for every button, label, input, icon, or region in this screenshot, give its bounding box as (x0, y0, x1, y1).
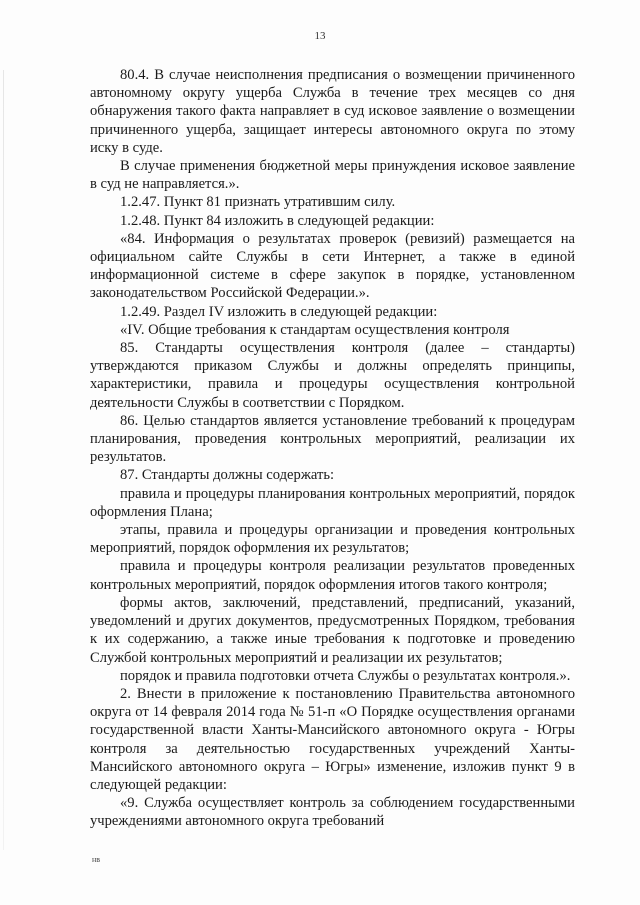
list-item-forms: формы актов, заключений, представлений, предписаний, указаний, уведомлений и других документов, предусмотренных Порядком, требования к их содержанию, а также иные требования к подготовке и проведению Службой контрольных мероприятий и реализации их результатов; (90, 594, 575, 666)
list-item-report: порядок и правила подготовки отчета Службы о результатах контроля.». (120, 667, 571, 684)
paragraph-1-2-47: 1.2.47. Пункт 81 признать утратившим силу. (120, 194, 396, 211)
paragraph-87: 87. Стандарты должны содержать: (120, 467, 335, 484)
list-item-control-rules: правила и процедуры контроля реализации результатов проведенных контрольных мероприятий, порядок оформления итогов такого контроля; (90, 558, 575, 593)
paragraph-85: 85. Стандарты осуществления контроля (далее – стандарты) утверждаются приказом Службы и должны определять принципы, характеристики, правила и процедуры осуществления контрольной деятельности Службы в соответствии с Порядком. (90, 340, 575, 411)
paragraph-84: «84. Информация о результатах проверок (ревизий) размещается на официальном сайте Службы в сети Интернет, а также в единой информационной системе в сфере закупок в порядке, установленном законодательством Российской Федерации.». (90, 230, 575, 302)
document-body (90, 66, 575, 831)
paragraph-86: 86. Целью стандартов является установление требований к процедурам планирования, проведения контрольных мероприятий, реализации их результатов. (90, 412, 575, 466)
paragraph-9: «9. Служба осуществляет контроль за соблюдением государственными учреждениями автономного округа требований (90, 795, 575, 830)
paragraph-1-2-48: 1.2.48. Пункт 84 изложить в следующей редакции: (120, 212, 435, 229)
scan-edge-shadow (3, 70, 4, 850)
paragraph-budget-measure: В случае применения бюджетной меры принуждения исковое заявление в суд не направляется.». (90, 158, 575, 193)
list-item-stages: этапы, правила и процедуры организации и проведения контрольных мероприятий, порядок оформления их результатов; (90, 522, 575, 557)
list-item-planning: правила и процедуры планирования контрольных мероприятий, порядок оформления Плана; (90, 485, 575, 520)
paragraph-1-2-49: 1.2.49. Раздел IV изложить в следующей редакции: (120, 303, 438, 320)
section-iv-heading: «IV. Общие требования к стандартам осуществления контроля (120, 321, 510, 338)
page-number: 13 (314, 30, 326, 42)
footer-initials: нв (92, 855, 101, 864)
paragraph-2: 2. Внести в приложение к постановлению Правительства автономного округа от 14 февраля 2014 года № 51-п «О Порядке осуществления органами государственной власти Ханты-Мансийского автономного округа - Югры контроля за деятельностью государственных учреждений Ханты-Мансийского автономного округа – Югры» изменение, изложив пункт 9 в следующей редакции: (90, 685, 575, 793)
paragraph-80-4: 80.4. В случае неисполнения предписания о возмещении причиненного автономному округу ущерба Служба в течение трех месяцев со дня обнаружения такого факта направляет в суд исковое заявление о возмещении причиненного ущерба, защищает интересы автономного округа по этому иску в суде. (90, 67, 575, 156)
